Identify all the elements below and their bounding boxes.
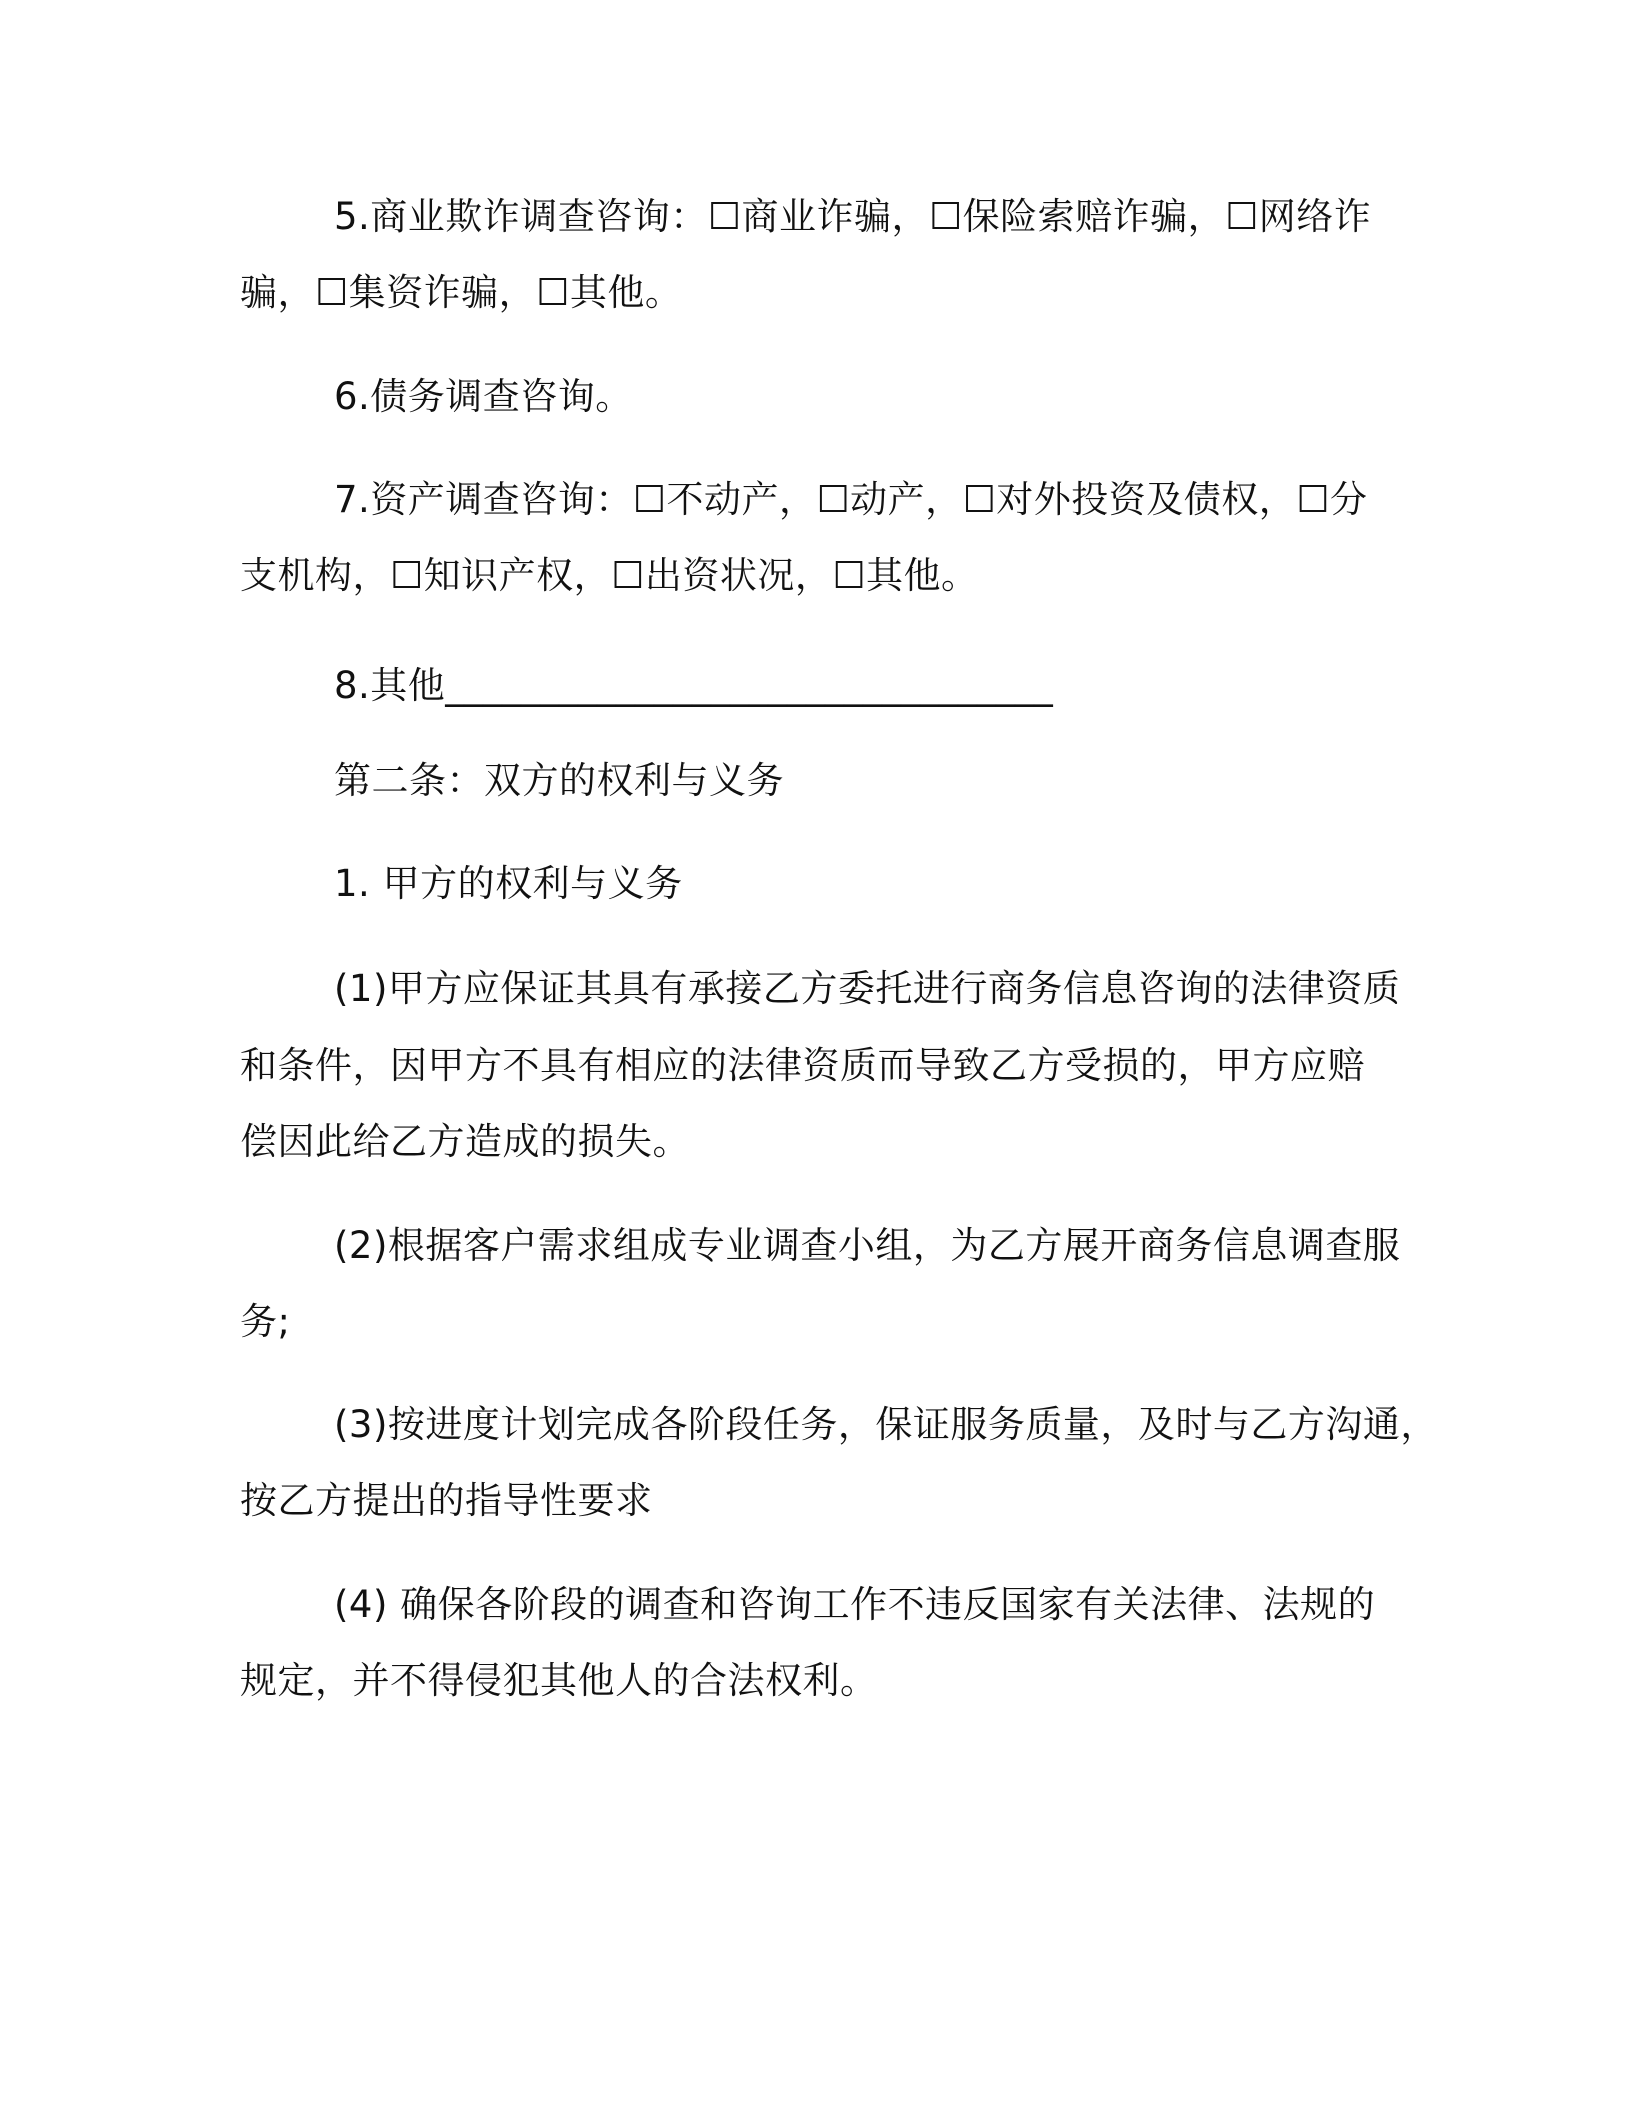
clause-3-line-1: (3)按进度计划完成各阶段任务，保证服务质量，及时与乙方沟通， (334, 1403, 1438, 1446)
clause-2-line-1: (2)根据客户需求组成专业调查小组，为乙方展开商务信息调查服 (334, 1224, 1401, 1267)
item-7-line-1: 7.资产调查咨询：☐不动产，☐动产，☐对外投资及债权，☐分 (334, 478, 1368, 521)
item-7-line-2: 支机构，☐知识产权，☐出资状况，☐其他。 (240, 554, 979, 597)
item-8-line: 8.其他________________________________ (334, 664, 1054, 707)
item-6-line: 6.债务调查咨询。 (334, 375, 633, 418)
clause-2-line-2: 务; (240, 1300, 291, 1343)
article-2-heading: 第二条：双方的权利与义务 (334, 759, 784, 802)
clause-3-line-2: 按乙方提出的指导性要求 (240, 1479, 653, 1522)
clause-4-line-1: (4) 确保各阶段的调查和咨询工作不违反国家有关法律、法规的 (334, 1583, 1376, 1626)
clause-1-line-1: (1)甲方应保证其具有承接乙方委托进行商务信息咨询的法律资质 (334, 967, 1401, 1010)
item-5-line-2: 骗，☐集资诈骗，☐其他。 (240, 271, 683, 314)
section-1-heading: 1. 甲方的权利与义务 (334, 862, 683, 905)
clause-1-line-3: 偿因此给乙方造成的损失。 (240, 1120, 690, 1163)
clause-1-line-2: 和条件，因甲方不具有相应的法律资质而导致乙方受损的，甲方应赔 (240, 1044, 1365, 1087)
item-5-line-1: 5.商业欺诈调查咨询：☐商业诈骗，☐保险索赔诈骗，☐网络诈 (334, 195, 1372, 238)
clause-4-line-2: 规定，并不得侵犯其他人的合法权利。 (240, 1659, 878, 1702)
